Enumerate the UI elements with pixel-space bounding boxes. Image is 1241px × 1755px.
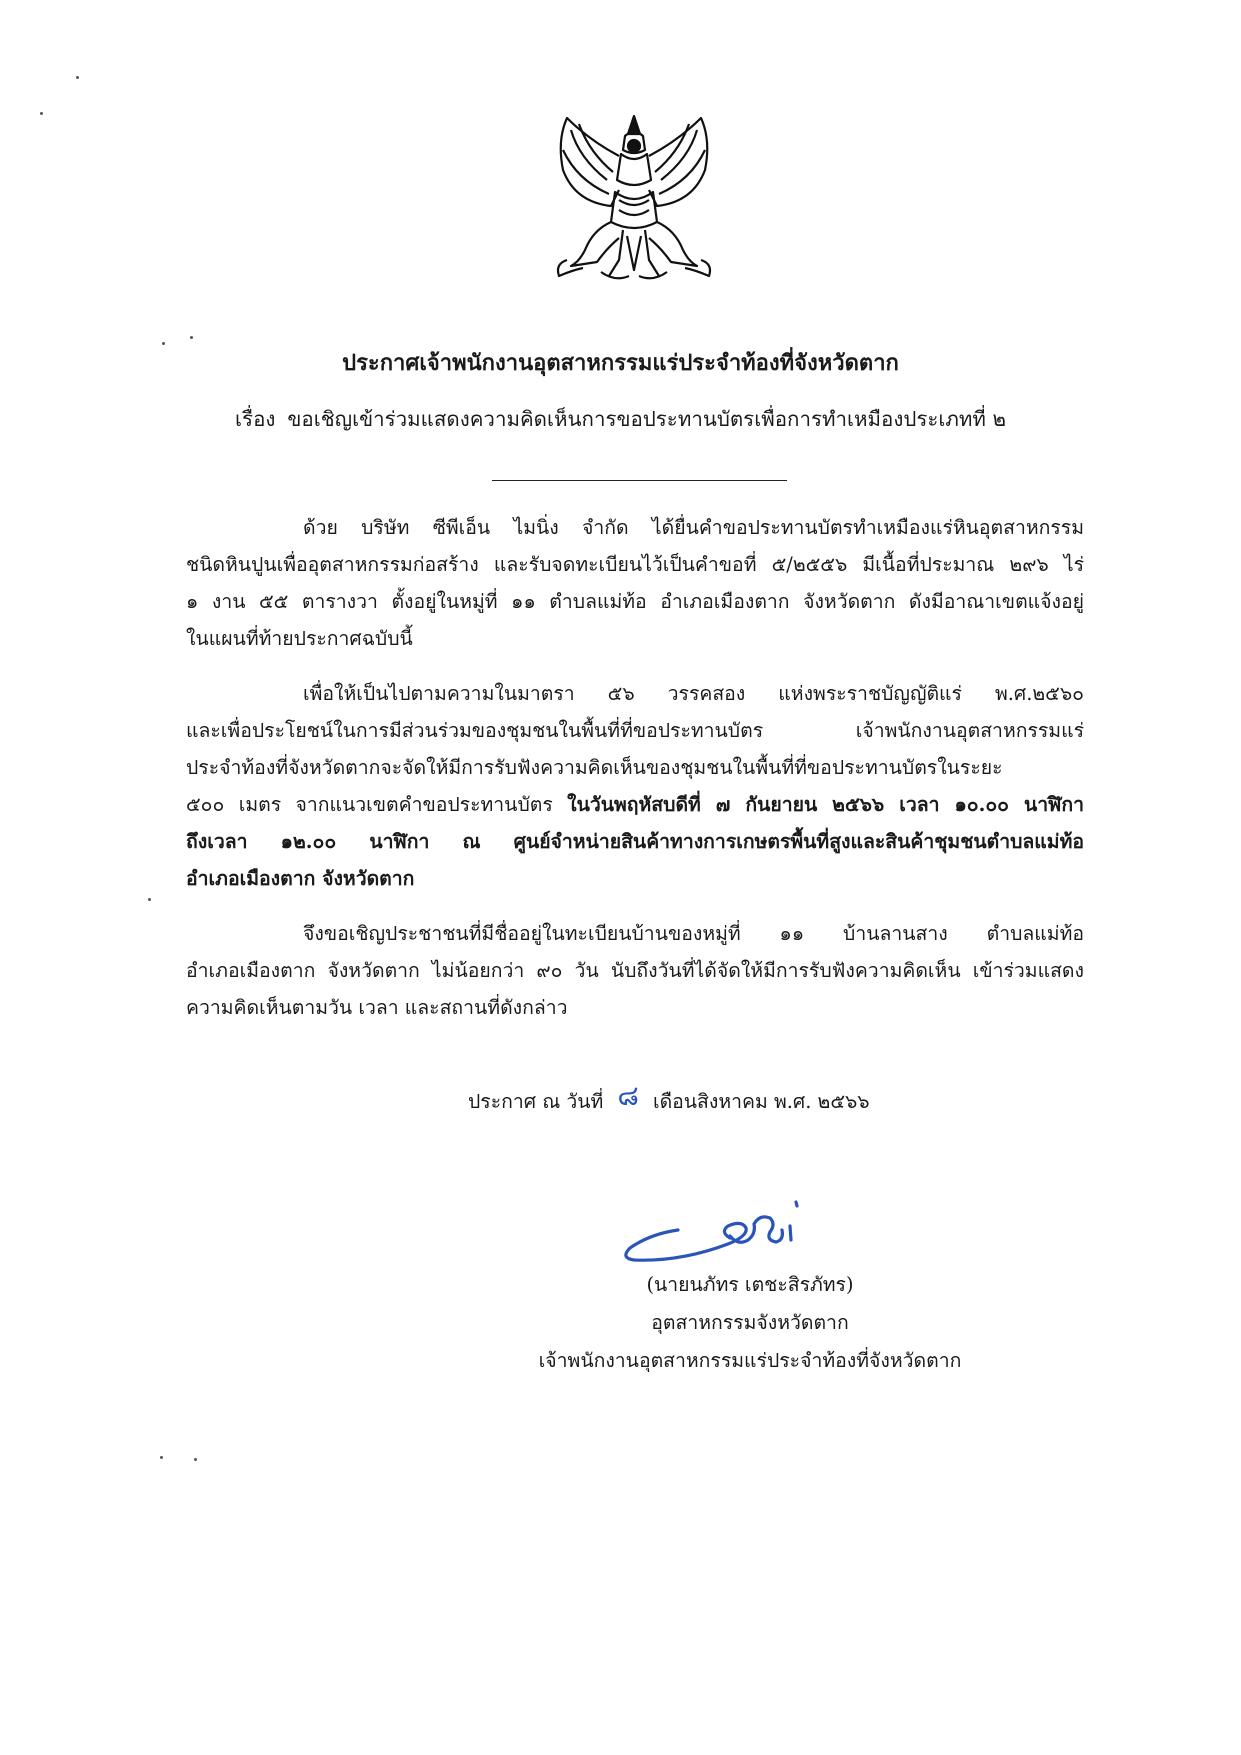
- meeting-venue: ถึงเวลา ๑๒.๐๐ นาฬิกา ณ ศูนย์จำหน่ายสินค้าทางการเกษตรพื้นที่สูงและสินค้าชุมชนตำบลแม่ท้อ: [186, 830, 1084, 853]
- paragraph-3: [186, 915, 1084, 1026]
- paragraph-text: ๕๐๐ เมตร จากแนวเขตคำขอประทานบัตร: [186, 793, 553, 816]
- scan-speck: [162, 342, 165, 345]
- document-subject: [200, 402, 1041, 436]
- date-prefix: ประกาศ ณ วันที่: [468, 1090, 604, 1113]
- meeting-venue-district: อำเภอเมืองตาก จังหวัดตาก: [186, 867, 415, 890]
- scan-speck: [190, 336, 193, 339]
- scan-speck: [76, 76, 79, 79]
- paragraph-line: ประจำท้องที่จังหวัดตากจะจัดให้มีการรับฟังความคิดเห็นของชุมชนในพื้นที่ที่ขอประทานบัตรในระยะ: [186, 756, 1003, 779]
- scan-speck: [148, 898, 151, 901]
- garuda-emblem-icon: [549, 110, 719, 286]
- handwritten-day: ๘: [617, 1079, 639, 1112]
- signatory-name: (นายนภัทร เตชะสิรภัทร): [646, 1273, 854, 1296]
- scan-speck: [160, 1456, 163, 1459]
- signature-block: [460, 1266, 1040, 1380]
- paragraph-line: และเพื่อประโยชน์ในการมีส่วนร่วมของชุมชนในพื้นที่ที่ขอประทานบัตร เจ้าพนักงานอุตสาหกรรมแร่: [186, 719, 1084, 742]
- meeting-datetime: ในวันพฤหัสบดีที่ ๗ กันยายน ๒๕๖๖ เวลา ๑๐.๐๐ นาฬิกา: [567, 793, 1084, 816]
- date-suffix: เดือนสิงหาคม พ.ศ. ๒๕๖๖: [652, 1090, 870, 1113]
- paragraph-text: ด้วย บริษัท ซีพีเอ็น ไมนิ่ง จำกัด ได้ยื่นคำขอประทานบัตรทำเหมืองแร่หินอุตสาหกรรม: [303, 516, 1084, 539]
- paragraph-line: อำเภอเมืองตาก จังหวัดตาก ไม่น้อยกว่า ๙๐ วัน นับถึงวันที่ได้จัดให้มีการรับฟังความคิดเห็น เข้าร่วมแสดง: [186, 959, 1084, 982]
- signatory-position: อุตสาหกรรมจังหวัดตาก: [651, 1311, 849, 1334]
- handwritten-signature: [620, 1196, 810, 1274]
- paragraph-line: [186, 675, 1084, 712]
- paragraph-text: จึงขอเชิญประชาชนที่มีชื่ออยู่ในทะเบียนบ้านของหมู่ที่ ๑๑ บ้านลานสาง ตำบลแม่ท้อ: [303, 922, 1084, 945]
- subject-label: เรื่อง: [235, 407, 276, 431]
- title-divider: [492, 480, 787, 481]
- scan-speck: [194, 1458, 197, 1461]
- document-title: ประกาศเจ้าพนักงานอุตสาหกรรมแร่ประจำท้องที่จังหวัดตาก: [342, 350, 899, 376]
- paragraph-1: [186, 509, 1084, 657]
- signatory-role: เจ้าพนักงานอุตสาหกรรมแร่ประจำท้องที่จังหวัดตาก: [538, 1349, 962, 1372]
- announcement-date: [468, 1079, 870, 1119]
- paragraph-line: [186, 509, 1084, 546]
- document-body: [186, 509, 1084, 1044]
- scan-speck: [40, 112, 43, 115]
- paragraph-line: ๑ งาน ๕๕ ตารางวา ตั้งอยู่ในหมู่ที่ ๑๑ ตำบลแม่ท้อ อำเภอเมืองตาก จังหวัดตาก ดังมีอาณาเขตแจ้งอยู่: [186, 590, 1084, 613]
- paragraph-line: ความคิดเห็นตามวัน เวลา และสถานที่ดังกล่าว: [186, 996, 568, 1019]
- paragraph-line: ในแผนที่ท้ายประกาศฉบับนี้: [186, 627, 413, 650]
- paragraph-line: ชนิดหินปูนเพื่ออุตสาหกรรมก่อสร้าง และรับจดทะเบียนไว้เป็นคำขอที่ ๕/๒๕๕๖ มีเนื้อที่ประมาณ ๒๙๖ ไร่: [186, 553, 1084, 576]
- paragraph-2: [186, 675, 1084, 897]
- paragraph-text: เพื่อให้เป็นไปตามความในมาตรา ๕๖ วรรคสอง แห่งพระราชบัญญัติแร่ พ.ศ.๒๕๖๐: [303, 682, 1084, 705]
- subject-text: ขอเชิญเข้าร่วมแสดงความคิดเห็นการขอประทานบัตรเพื่อการทำเหมืองประเภทที่ ๒: [287, 407, 1006, 431]
- paragraph-line: [186, 915, 1084, 952]
- paragraph-line: [186, 786, 1084, 823]
